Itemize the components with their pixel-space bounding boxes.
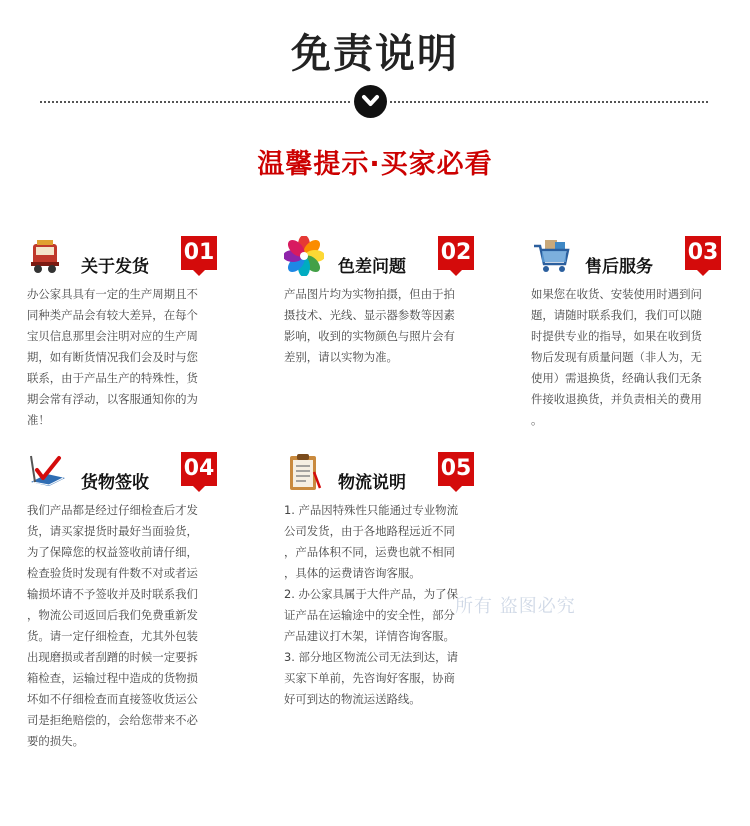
text-line: 办公家具具有一定的生产周期且不 xyxy=(27,287,198,301)
text-line: 如果您在收货、安装使用时遇到问 xyxy=(531,287,702,301)
text-line: 同种类产品会有较大差异，在每个 xyxy=(27,308,198,322)
delivery-truck-icon xyxy=(27,236,67,276)
color-wheel-icon xyxy=(284,236,324,276)
text-line: 物后发现有质量问题（非人为，无 xyxy=(531,350,702,364)
text-line: 坏如不仔细检查而直接签收货运公 xyxy=(27,692,198,706)
text-line: 期，如有断货情况我们会及时与您 xyxy=(27,350,198,364)
text-line: 期会常有浮动，以客服通知你的为 xyxy=(27,392,198,406)
card-number-badge: 02 xyxy=(438,236,474,270)
text-line: 公司发货，由于各地路程远近不同 xyxy=(284,524,455,538)
text-line: 箱检查，运输过程中造成的货物损 xyxy=(27,671,198,685)
text-line: 好可到达的物流运送路线。 xyxy=(284,692,421,706)
shopping-cart-icon xyxy=(531,236,571,276)
card-heading: 物流说明 xyxy=(338,473,406,493)
text-line: ，产品体积不同，运费也就不相同 xyxy=(284,545,455,559)
text-line: 司是拒绝赔偿的，会给您带来不必 xyxy=(27,713,198,727)
text-line: 联系，由于产品生产的特殊性，货 xyxy=(27,371,198,385)
checkmark-sign-icon xyxy=(27,452,67,492)
text-line: 准！ xyxy=(27,413,50,427)
text-line: 。 xyxy=(531,413,543,427)
text-line: 要的损失。 xyxy=(27,734,84,748)
text-line: 差别，请以实物为准。 xyxy=(284,350,398,364)
card-body xyxy=(284,500,484,710)
card-body xyxy=(27,500,227,752)
text-line: 时提供专业的指导，如果在收到货 xyxy=(531,329,702,343)
text-line: 题，请随时联系我们，我们可以随 xyxy=(531,308,702,322)
card-number-badge: 01 xyxy=(181,236,217,270)
notice-subtitle: 温馨提示·买家必看 xyxy=(257,149,493,180)
clipboard-icon xyxy=(284,452,324,492)
text-line: 1. 产品因特殊性只能通过专业物流 xyxy=(284,503,458,517)
text-line: 货。请一定仔细检查，尤其外包装 xyxy=(27,629,198,643)
card-number-badge: 03 xyxy=(685,236,721,270)
text-line: 货，请买家提货时最好当面验货， xyxy=(27,524,198,538)
text-line: 产品图片均为实物拍摄，但由于拍 xyxy=(284,287,455,301)
text-line: 2. 办公家具属于大件产品，为了保 xyxy=(284,587,458,601)
divider-right xyxy=(390,101,708,103)
text-line: 证产品在运输途中的安全性，部分 xyxy=(284,608,455,622)
text-line: 我们产品都是经过仔细检查后才发 xyxy=(27,503,198,517)
text-line: 产品建议打木架，详情咨询客服。 xyxy=(284,629,455,643)
text-line: 摄技术、光线、显示器参数等因素 xyxy=(284,308,455,322)
card-heading: 色差问题 xyxy=(338,257,406,277)
card-body xyxy=(284,284,484,368)
card-body xyxy=(531,284,731,431)
text-line: 输损坏请不予签收并及时联系我们 xyxy=(27,587,198,601)
card-heading: 货物签收 xyxy=(81,473,149,493)
text-line: 买家下单前，先咨询好客服，协商 xyxy=(284,671,455,685)
text-line: 出现磨损或者刮蹭的时候一定要拆 xyxy=(27,650,198,664)
text-line: 宝贝信息那里会注明对应的生产周 xyxy=(27,329,198,343)
text-line: 3. 部分地区物流公司无法到达，请 xyxy=(284,650,458,664)
text-line: 为了保障您的权益签收前请仔细， xyxy=(27,545,198,559)
watermark: 所有 盗图必究 xyxy=(455,596,576,617)
card-heading: 关于发货 xyxy=(81,257,149,277)
card-heading: 售后服务 xyxy=(585,257,653,277)
text-line: 件接收退换货，并负责相关的费用 xyxy=(531,392,702,406)
divider-left xyxy=(40,101,350,103)
text-line: 检查验货时发现有件数不对或者运 xyxy=(27,566,198,580)
text-line: 影响，收到的实物颜色与照片会有 xyxy=(284,329,455,343)
text-line: ，具体的运费请咨询客服。 xyxy=(284,566,421,580)
card-number-badge: 05 xyxy=(438,452,474,486)
chevron-down-icon xyxy=(354,85,387,118)
card-number-badge: 04 xyxy=(181,452,217,486)
text-line: 使用）需退换货，经确认我们无条 xyxy=(531,371,702,385)
page-title: 免责说明 xyxy=(291,31,459,77)
text-line: ，物流公司返回后我们免费重新发 xyxy=(27,608,198,622)
card-body xyxy=(27,284,227,431)
